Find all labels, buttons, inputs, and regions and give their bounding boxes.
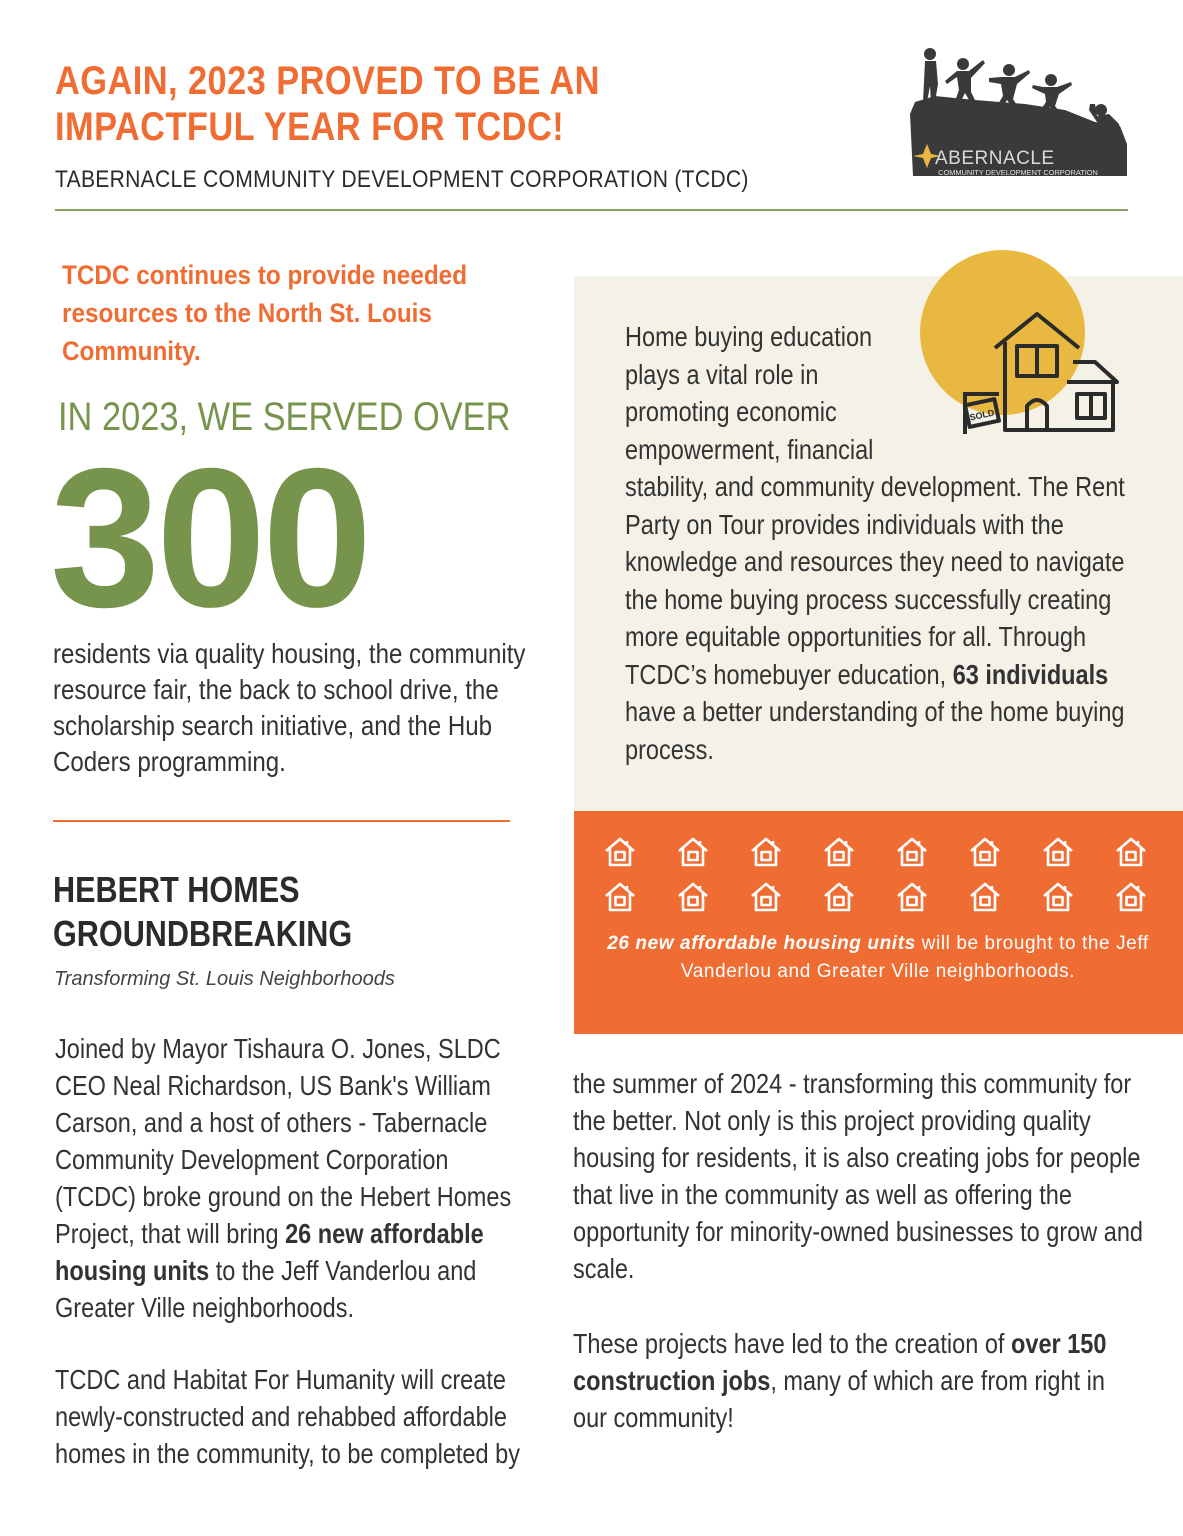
units-rest: will be brought to the Jeff Vanderlou and Greater Ville neighborhoods. bbox=[680, 933, 1149, 982]
tabernacle-logo bbox=[905, 44, 1131, 182]
small-house-icon bbox=[968, 880, 1002, 914]
small-house-icon bbox=[676, 880, 710, 914]
edu-line-4: empowerment, financial bbox=[625, 433, 874, 465]
edu-line-1: Home buying education bbox=[625, 321, 873, 352]
hebert-p4-end: , many of which are from right in our community! bbox=[573, 1365, 1105, 1433]
edu-end: have a better understanding of the home buying process. bbox=[625, 696, 1125, 765]
small-house-icon bbox=[603, 880, 637, 914]
sold-sign-text: SOLD bbox=[968, 407, 996, 423]
hebert-paragraph-4 bbox=[573, 1325, 1144, 1436]
hebert-p1-start: Joined by Mayor Tishaura O. Jones, SLDC CEO Neal Richardson, US Bank's William Carson, and a host of others - Tabernacle Community Development Corporation (TCDC) broke ground on the Hebert Homes Project, that will bring bbox=[55, 1033, 512, 1249]
hebert-paragraph-3: the summer of 2024 - transforming this community for the better. Not only is this project providing quality housing for residents, it is also creating jobs for people that live in the community as well as offering the opportunity for minority-owned businesses to grow and scale. bbox=[573, 1068, 1144, 1284]
served-description: residents via quality housing, the community resource fair, the back to school drive, the scholarship search initiative, and the Hub Coders programming. bbox=[53, 638, 526, 777]
logo-tagline: COMMUNITY DEVELOPMENT CORPORATION bbox=[938, 168, 1098, 177]
edu-body: stability, and community development. The Rent Party on Tour provides individuals with the knowledge and resources they need to navigate the home buying process successfully creating more equitable opportunities for all. Through TCDC’s homebuyer education, bbox=[625, 471, 1125, 690]
small-house-icon bbox=[822, 880, 856, 914]
hebert-p1-end: to the Jeff Vanderlou and Greater Ville neighborhoods. bbox=[55, 1255, 477, 1323]
small-house-icon bbox=[1041, 880, 1075, 914]
housing-units-caption bbox=[600, 930, 1156, 986]
hebert-paragraph-2: TCDC and Habitat For Humanity will create newly-constructed and rehabbed affordable homes in the community, to be completed by bbox=[55, 1364, 520, 1469]
hebert-paragraph-1 bbox=[55, 1030, 534, 1326]
hebert-p1-highlight: 26 new affordable housing units bbox=[55, 1218, 484, 1286]
edu-highlight: 63 individuals bbox=[952, 658, 1109, 690]
small-house-icon bbox=[749, 835, 783, 869]
small-house-icon bbox=[603, 835, 637, 869]
units-highlight: 26 new affordable housing units bbox=[607, 933, 916, 954]
homebuyer-education-text bbox=[625, 318, 1129, 768]
title-line-2: IMPACTFUL YEAR FOR TCDC! bbox=[55, 105, 565, 149]
lead-statement: TCDC continues to provide needed resources to the North St. Louis Community. bbox=[62, 260, 468, 366]
residents-served-number: 300 bbox=[50, 427, 369, 648]
hebert-p4-start: These projects have led to the creation of bbox=[573, 1328, 1011, 1359]
hebert-homes-tagline: Transforming St. Louis Neighborhoods bbox=[54, 968, 395, 990]
edu-line-3: promoting economic bbox=[625, 396, 837, 427]
hebert-p4-highlight: over 150 construction jobs bbox=[573, 1328, 1107, 1396]
header-divider bbox=[55, 209, 1128, 211]
house-icon-grid bbox=[603, 835, 1163, 915]
page-title bbox=[55, 58, 657, 150]
small-house-icon bbox=[968, 835, 1002, 869]
small-house-icon bbox=[676, 835, 710, 869]
small-house-icon bbox=[822, 835, 856, 869]
page-subtitle: TABERNACLE COMMUNITY DEVELOPMENT CORPORATION (TCDC) bbox=[55, 166, 749, 193]
edu-line-2: plays a vital role in bbox=[625, 358, 819, 390]
logo-name: ABERNACLE bbox=[935, 148, 1055, 169]
small-house-icon bbox=[895, 880, 929, 914]
small-house-icon bbox=[749, 880, 783, 914]
section-divider bbox=[53, 820, 510, 822]
small-house-icon bbox=[1114, 835, 1148, 869]
title-line-1: AGAIN, 2023 PROVED TO BE AN bbox=[55, 59, 600, 103]
small-house-icon bbox=[1041, 835, 1075, 869]
small-house-icon bbox=[895, 835, 929, 869]
served-intro: IN 2023, WE SERVED OVER bbox=[58, 395, 511, 439]
small-house-icon bbox=[1114, 880, 1148, 914]
hebert-homes-heading: HEBERT HOMES GROUNDBREAKING bbox=[53, 869, 353, 954]
